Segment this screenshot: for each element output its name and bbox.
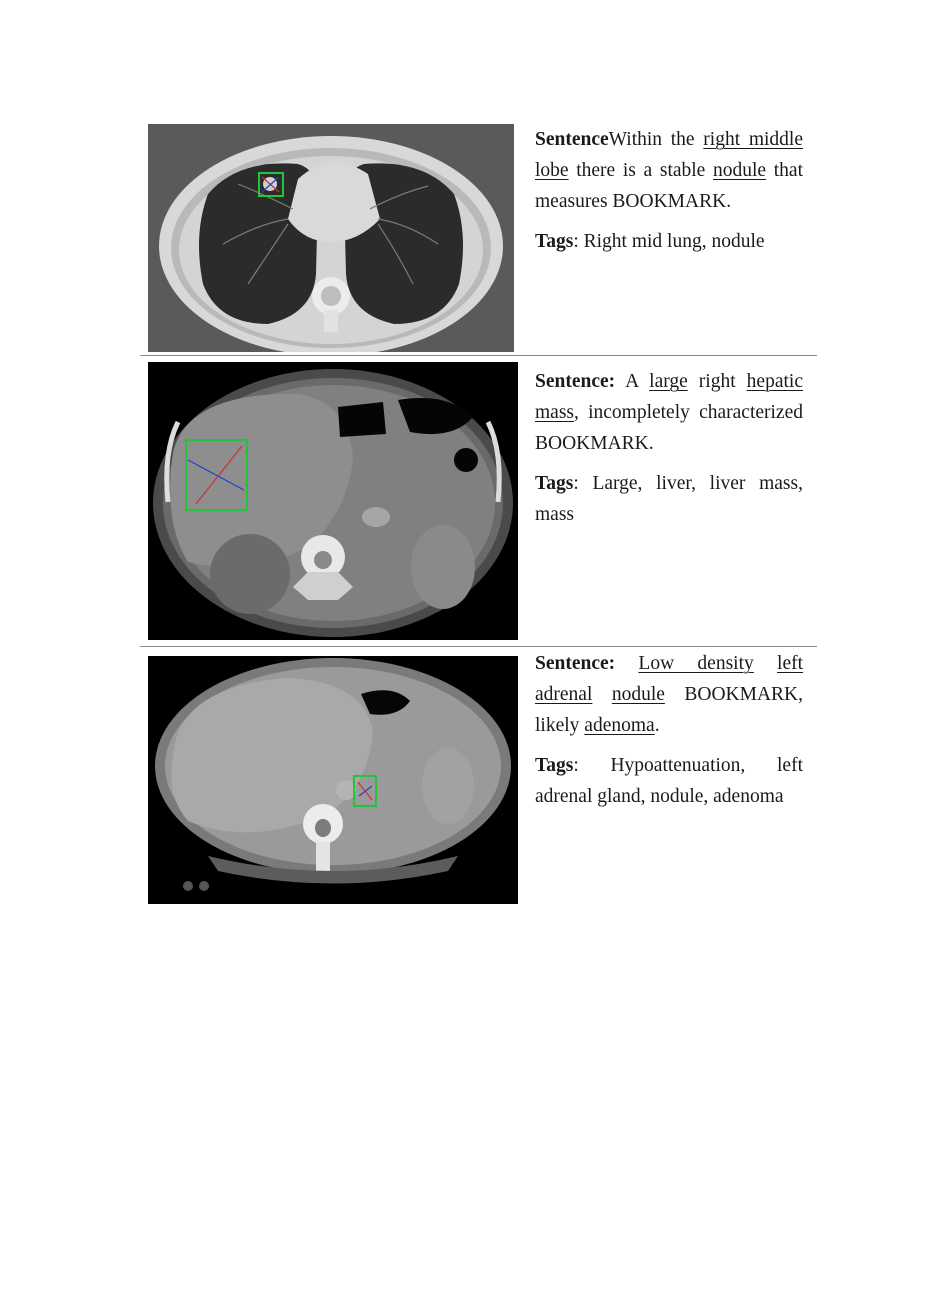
- tags-text: Tags: Hypoattenuation, left adrenal gland, nodule, adenoma: [535, 755, 803, 807]
- finding-row-3: [140, 652, 804, 906]
- row-divider-2: [140, 646, 817, 647]
- sentence-text: SentenceWithin the right middle lobe there is a stable nodule that measures BOOKMARK.: [535, 129, 803, 212]
- tags-label: Tags: [535, 473, 574, 494]
- tags-label: Tags: [535, 231, 574, 252]
- ct-liver-svg: [148, 362, 518, 640]
- ct-adrenal-svg: [148, 656, 518, 904]
- sentence-label: Sentence: [535, 129, 609, 150]
- tags-text: Tags: Right mid lung, nodule: [535, 231, 765, 252]
- finding-caption-2: [535, 366, 803, 539]
- sentence-label: Sentence:: [535, 653, 616, 674]
- finding-caption-3: [535, 648, 803, 821]
- row-divider-1: [140, 355, 817, 356]
- finding-row-2: [140, 360, 804, 642]
- sentence-text: Sentence: Low density left adrenal nodule BOOKMARK, likely adenoma.: [535, 653, 804, 736]
- ct-image-liver: [148, 362, 518, 640]
- ct-image-chest: [148, 124, 514, 352]
- finding-caption-1: [535, 124, 803, 266]
- sentence-label: Sentence:: [535, 371, 616, 392]
- ct-image-adrenal: [148, 656, 518, 904]
- ct-chest-svg: [148, 124, 514, 352]
- tags-text: Tags: Large, liver, liver mass, mass: [535, 473, 803, 525]
- tags-label: Tags: [535, 755, 574, 776]
- sentence-text: Sentence: A large right hepatic mass, incompletely characterized BOOKMARK.: [535, 371, 803, 454]
- finding-row-1: [140, 122, 804, 354]
